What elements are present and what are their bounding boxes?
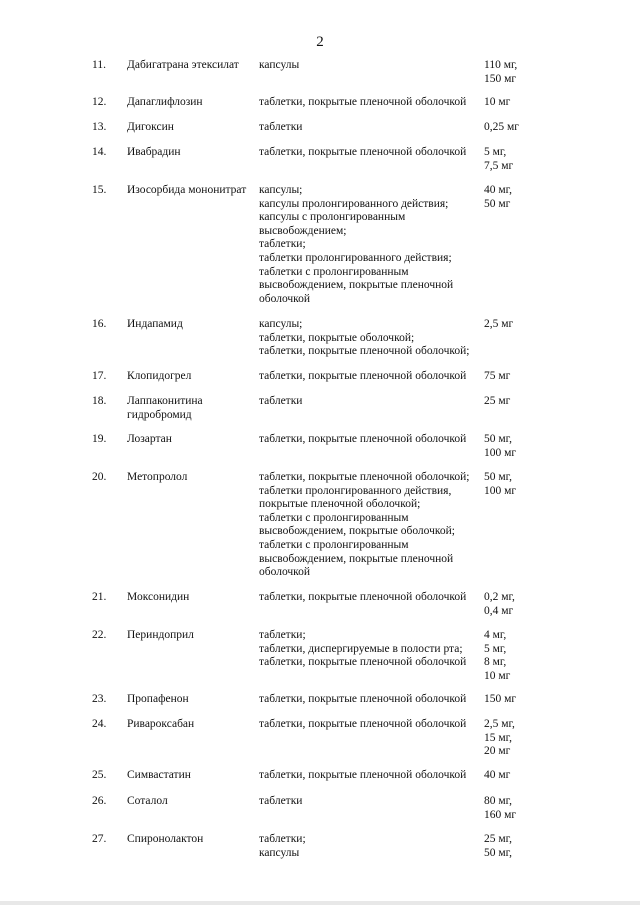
dosage — [484, 184, 544, 211]
page-number: 2 — [316, 34, 324, 50]
dosage-form-line: оболочкой — [259, 292, 311, 305]
dosage-form-line: таблетки, покрытые пленочной оболочкой — [259, 718, 467, 730]
row-number: 20. — [92, 471, 107, 483]
dosage — [484, 59, 544, 86]
dosage-line: 100 мг — [484, 484, 517, 497]
dosage-form-line: капсулы; — [259, 318, 303, 330]
dosage-form — [259, 471, 483, 580]
dosage — [484, 795, 544, 822]
dosage-form-line: таблетки с пролонгированным — [259, 265, 409, 278]
dosage-form-line: таблетки пролонгированного действия, — [259, 484, 452, 497]
row-number: 12. — [92, 96, 107, 108]
drug-name — [127, 795, 255, 809]
row-number: 13. — [92, 121, 107, 133]
dosage-form-line: таблетки; — [259, 629, 306, 641]
dosage-line: 5 мг, — [484, 146, 507, 158]
dosage-form-line: высвобождением, покрытые пленочной — [259, 279, 454, 292]
dosage-form — [259, 395, 483, 409]
dosage-line: 15 мг, — [484, 731, 512, 744]
dosage-form — [259, 833, 483, 860]
dosage-form-line: капсулы с пролонгированным — [259, 211, 406, 224]
dosage — [484, 121, 544, 135]
drug-name-line: Спиронолактон — [127, 833, 204, 845]
dosage-form-line: таблетки, покрытые пленочной оболочкой — [259, 591, 467, 603]
dosage-form-line: таблетки с пролонгированным — [259, 538, 409, 551]
dosage-line: 150 мг — [484, 693, 517, 705]
row-number: 14. — [92, 146, 107, 158]
dosage — [484, 718, 544, 759]
dosage-form — [259, 370, 483, 384]
drug-name — [127, 433, 255, 447]
drug-name-line: Дигоксин — [127, 121, 174, 133]
dosage-line: 4 мг, — [484, 629, 507, 641]
dosage-form-line: таблетки, покрытые пленочной оболочкой; — [259, 471, 470, 483]
dosage-form — [259, 121, 483, 135]
page-bottom-edge — [0, 901, 640, 905]
dosage-form — [259, 146, 483, 160]
drug-name-line: Лаппаконитина — [127, 395, 203, 407]
row-number: 26. — [92, 795, 107, 807]
dosage — [484, 370, 544, 384]
dosage-form-line: покрытые пленочной оболочкой; — [259, 498, 421, 511]
dosage-form — [259, 318, 483, 359]
dosage-form-line: таблетки — [259, 121, 303, 133]
dosage-form — [259, 795, 483, 809]
dosage — [484, 96, 544, 110]
dosage-form-line: таблетки, покрытые пленочной оболочкой — [259, 693, 467, 705]
drug-name — [127, 591, 255, 605]
dosage — [484, 833, 544, 860]
drug-name-line: Ривароксабан — [127, 718, 195, 730]
drug-name-line: Изосорбида мононитрат — [127, 184, 247, 196]
drug-name-line: гидробромид — [127, 408, 192, 421]
dosage-form-line: таблетки, покрытые пленочной оболочкой — [259, 146, 467, 158]
drug-name — [127, 146, 255, 160]
dosage — [484, 318, 544, 332]
dosage-form-line: таблетки, покрытые пленочной оболочкой — [259, 433, 467, 445]
drug-name-line: Клопидогрел — [127, 370, 192, 382]
drug-name-line: Симвастатин — [127, 769, 191, 781]
drug-name-line: Периндоприл — [127, 629, 194, 641]
row-number: 18. — [92, 395, 107, 407]
row-number: 27. — [92, 833, 107, 845]
drug-name-line: Лозартан — [127, 433, 172, 445]
drug-name — [127, 395, 255, 422]
dosage-line: 40 мг — [484, 769, 511, 781]
dosage-form-line: таблетки, покрытые пленочной оболочкой — [259, 656, 467, 669]
row-number: 22. — [92, 629, 107, 641]
dosage — [484, 769, 544, 783]
dosage — [484, 146, 544, 173]
drug-name — [127, 718, 255, 732]
dosage-form-line: высвобождением, покрытые пленочной — [259, 552, 454, 565]
drug-name — [127, 629, 255, 643]
dosage-line: 50 мг, — [484, 846, 512, 859]
drug-name-line: Дабигатрана этексилат — [127, 59, 239, 71]
drug-name — [127, 318, 255, 332]
dosage-line: 100 мг — [484, 446, 517, 459]
drug-name-line: Дапаглифлозин — [127, 96, 203, 108]
drug-name — [127, 769, 255, 783]
drug-name-line: Моксонидин — [127, 591, 190, 603]
dosage-line: 10 мг — [484, 669, 511, 682]
dosage-form — [259, 769, 483, 783]
dosage — [484, 395, 544, 409]
dosage-form-line: таблетки, покрытые пленочной оболочкой — [259, 96, 467, 108]
dosage-line: 50 мг, — [484, 471, 512, 483]
dosage-line: 160 мг — [484, 808, 517, 821]
drug-name-line: Ивабрадин — [127, 146, 181, 158]
dosage-line: 25 мг, — [484, 833, 512, 845]
drug-name-line: Индапамид — [127, 318, 183, 330]
dosage-line: 50 мг — [484, 197, 511, 210]
dosage-line: 0,4 мг — [484, 604, 514, 617]
dosage-line: 0,25 мг — [484, 121, 519, 133]
dosage-line: 40 мг, — [484, 184, 512, 196]
drug-name-line: Метопролол — [127, 471, 188, 483]
dosage-form — [259, 96, 483, 110]
dosage-line: 50 мг, — [484, 433, 512, 445]
drug-name — [127, 184, 255, 198]
row-number: 17. — [92, 370, 107, 382]
dosage-form-line: капсулы пролонгированного действия; — [259, 197, 449, 210]
dosage-form-line: таблетки с пролонгированным — [259, 511, 409, 524]
dosage-line: 110 мг, — [484, 59, 518, 71]
row-number: 15. — [92, 184, 107, 196]
dosage-line: 25 мг — [484, 395, 511, 407]
dosage — [484, 471, 544, 498]
drug-name-line: Пропафенон — [127, 693, 189, 705]
row-number: 16. — [92, 318, 107, 330]
drug-name-line: Соталол — [127, 795, 168, 807]
dosage — [484, 433, 544, 460]
dosage-form-line: таблетки — [259, 795, 303, 807]
dosage-line: 8 мг, — [484, 656, 507, 669]
row-number: 21. — [92, 591, 107, 603]
dosage-form-line: таблетки; — [259, 833, 306, 845]
dosage-form-line: таблетки, диспергируемые в полости рта; — [259, 642, 463, 655]
row-number: 11. — [92, 59, 106, 71]
dosage-form-line: капсулы — [259, 59, 300, 71]
row-number: 23. — [92, 693, 107, 705]
dosage-form — [259, 718, 483, 732]
dosage-form-line: таблетки; — [259, 238, 306, 251]
drug-name — [127, 59, 255, 73]
dosage-form-line: таблетки пролонгированного действия; — [259, 251, 452, 264]
row-number: 19. — [92, 433, 107, 445]
dosage-form — [259, 591, 483, 605]
dosage-form — [259, 693, 483, 707]
dosage-line: 80 мг, — [484, 795, 512, 807]
row-number: 25. — [92, 769, 107, 781]
drug-name — [127, 96, 255, 110]
dosage-line: 2,5 мг — [484, 318, 514, 330]
dosage-line: 0,2 мг, — [484, 591, 515, 603]
dosage-form-line: оболочкой — [259, 566, 311, 579]
dosage-form-line: таблетки — [259, 395, 303, 407]
dosage-line: 150 мг — [484, 72, 517, 85]
row-number: 24. — [92, 718, 107, 730]
drug-name — [127, 833, 255, 847]
dosage-form — [259, 59, 483, 73]
dosage-form-line: капсулы — [259, 846, 300, 859]
dosage-form — [259, 433, 483, 447]
dosage-form-line: высвобождением, покрытые оболочкой; — [259, 525, 455, 538]
dosage — [484, 693, 544, 707]
dosage-line: 7,5 мг — [484, 159, 514, 172]
dosage — [484, 629, 544, 683]
dosage-line: 75 мг — [484, 370, 511, 382]
dosage-form-line: таблетки, покрытые оболочкой; — [259, 331, 415, 344]
dosage-form-line: таблетки, покрытые пленочной оболочкой — [259, 769, 467, 781]
drug-name — [127, 693, 255, 707]
drug-name — [127, 471, 255, 485]
drug-name — [127, 121, 255, 135]
dosage-form-line: таблетки, покрытые пленочной оболочкой — [259, 370, 467, 382]
dosage-line: 5 мг, — [484, 642, 507, 655]
dosage-form-line: высвобождением; — [259, 224, 347, 237]
dosage-line: 2,5 мг, — [484, 718, 515, 730]
dosage-line: 20 мг — [484, 745, 511, 758]
dosage-form — [259, 184, 483, 306]
dosage-line: 10 мг — [484, 96, 511, 108]
drug-name — [127, 370, 255, 384]
dosage — [484, 591, 544, 618]
dosage-form — [259, 629, 483, 670]
dosage-form-line: таблетки, покрытые пленочной оболочкой; — [259, 345, 470, 358]
dosage-form-line: капсулы; — [259, 184, 303, 196]
